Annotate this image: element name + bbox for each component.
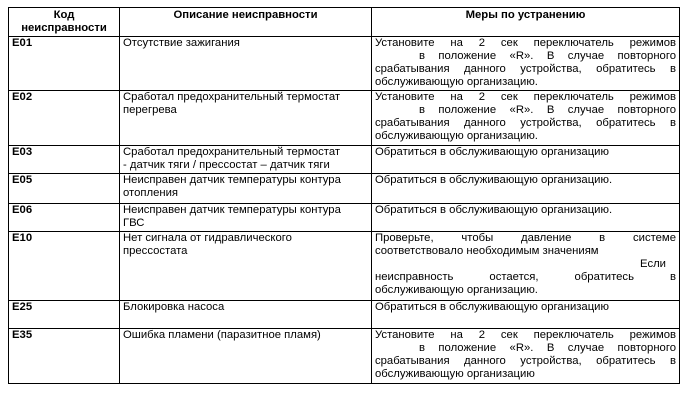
fault-description [120, 174, 372, 204]
fault-remedy [372, 174, 680, 204]
table-header-row [9, 8, 680, 37]
table-row [9, 146, 680, 174]
table-row [9, 329, 680, 384]
fault-code: E01 [9, 37, 120, 91]
remedy-line: Обратиться в обслуживающую организацию. [375, 174, 613, 186]
description-line: Неисправен датчик температуры контура [123, 174, 341, 186]
fault-description [120, 301, 372, 329]
fault-description [120, 204, 372, 232]
table-row [9, 91, 680, 146]
description-line: прессостата [123, 245, 188, 257]
fault-code: E10 [9, 232, 120, 301]
fault-description [120, 232, 372, 301]
header-code-line2: неисправности [21, 22, 107, 34]
fault-code: E02 [9, 91, 120, 146]
fault-remedy [372, 146, 680, 174]
table-row [9, 37, 680, 91]
remedy-line: Если [640, 258, 666, 270]
remedy-line: Установите на 2 сек переключатель режимов [375, 91, 676, 103]
description-line: отопления [123, 187, 179, 199]
remedy-line: Обратиться в обслуживающую организацию. [375, 204, 613, 216]
fault-description [120, 37, 372, 91]
remedy-line: Обратиться в обслуживающую организацию [375, 301, 609, 313]
fault-code-table [8, 7, 680, 384]
fault-description [120, 91, 372, 146]
fault-code: E05 [9, 174, 120, 204]
description-line: - датчик тяги / прессостат – датчик тяги [123, 159, 330, 171]
fault-remedy [372, 204, 680, 232]
remedy-line: Проверьте, чтобы давление в системе [375, 232, 676, 244]
header-remedy: Меры по устранению [372, 8, 680, 37]
table-row [9, 204, 680, 232]
fault-code: E06 [9, 204, 120, 232]
table-row [9, 232, 680, 301]
remedy-line: обслуживающую организацию. [375, 284, 538, 296]
table-row [9, 174, 680, 204]
header-code [9, 8, 120, 37]
remedy-line: в положение «R». В случае повторного [419, 50, 676, 62]
remedy-line: обслуживающую организацию. [375, 76, 538, 88]
remedy-line: срабатывания данного устройства, обратитесь в [375, 355, 676, 367]
description-line: перегрева [123, 104, 177, 116]
description-line: Неисправен датчик температуры контура [123, 204, 341, 216]
remedy-line: срабатывания данного устройства, обратитесь в [375, 63, 676, 75]
fault-remedy [372, 301, 680, 329]
remedy-line: Установите на 2 сек переключатель режимов [375, 37, 676, 49]
remedy-line: Обратиться в обслуживающую организацию [375, 146, 609, 158]
header-code-line1: Код [53, 9, 75, 21]
fault-code: E03 [9, 146, 120, 174]
description-line: Нет сигнала от гидравлического [123, 232, 292, 244]
fault-description [120, 146, 372, 174]
remedy-line: срабатывания данного устройства, обратитесь в [375, 117, 676, 129]
fault-description [120, 329, 372, 384]
description-line: Отсутствие зажигания [123, 37, 240, 49]
fault-code: E35 [9, 329, 120, 384]
remedy-line: в положение «R». В случае повторного [419, 342, 676, 354]
header-description: Описание неисправности [120, 8, 372, 37]
remedy-line: соответствовало необходимым значениям [375, 245, 599, 257]
description-line: Сработал предохранительный термостат [123, 146, 341, 158]
fault-code: E25 [9, 301, 120, 329]
fault-remedy [372, 37, 680, 91]
fault-remedy [372, 329, 680, 384]
description-line: Сработал предохранительный термостат [123, 91, 341, 103]
remedy-line: в положение «R». В случае повторного [419, 104, 676, 116]
remedy-line: обслуживающую организацию. [375, 130, 538, 142]
description-line: Блокировка насоса [123, 301, 225, 313]
remedy-line: обслуживающую организацию [375, 368, 535, 380]
description-line: ГВС [123, 217, 145, 229]
description-line: Ошибка пламени (паразитное пламя) [123, 329, 321, 341]
remedy-line: Установите на 2 сек переключатель режимов [375, 329, 676, 341]
fault-remedy [372, 232, 680, 301]
table-row [9, 301, 680, 329]
remedy-line: неисправность остается, обратитесь в [375, 271, 676, 283]
fault-remedy [372, 91, 680, 146]
